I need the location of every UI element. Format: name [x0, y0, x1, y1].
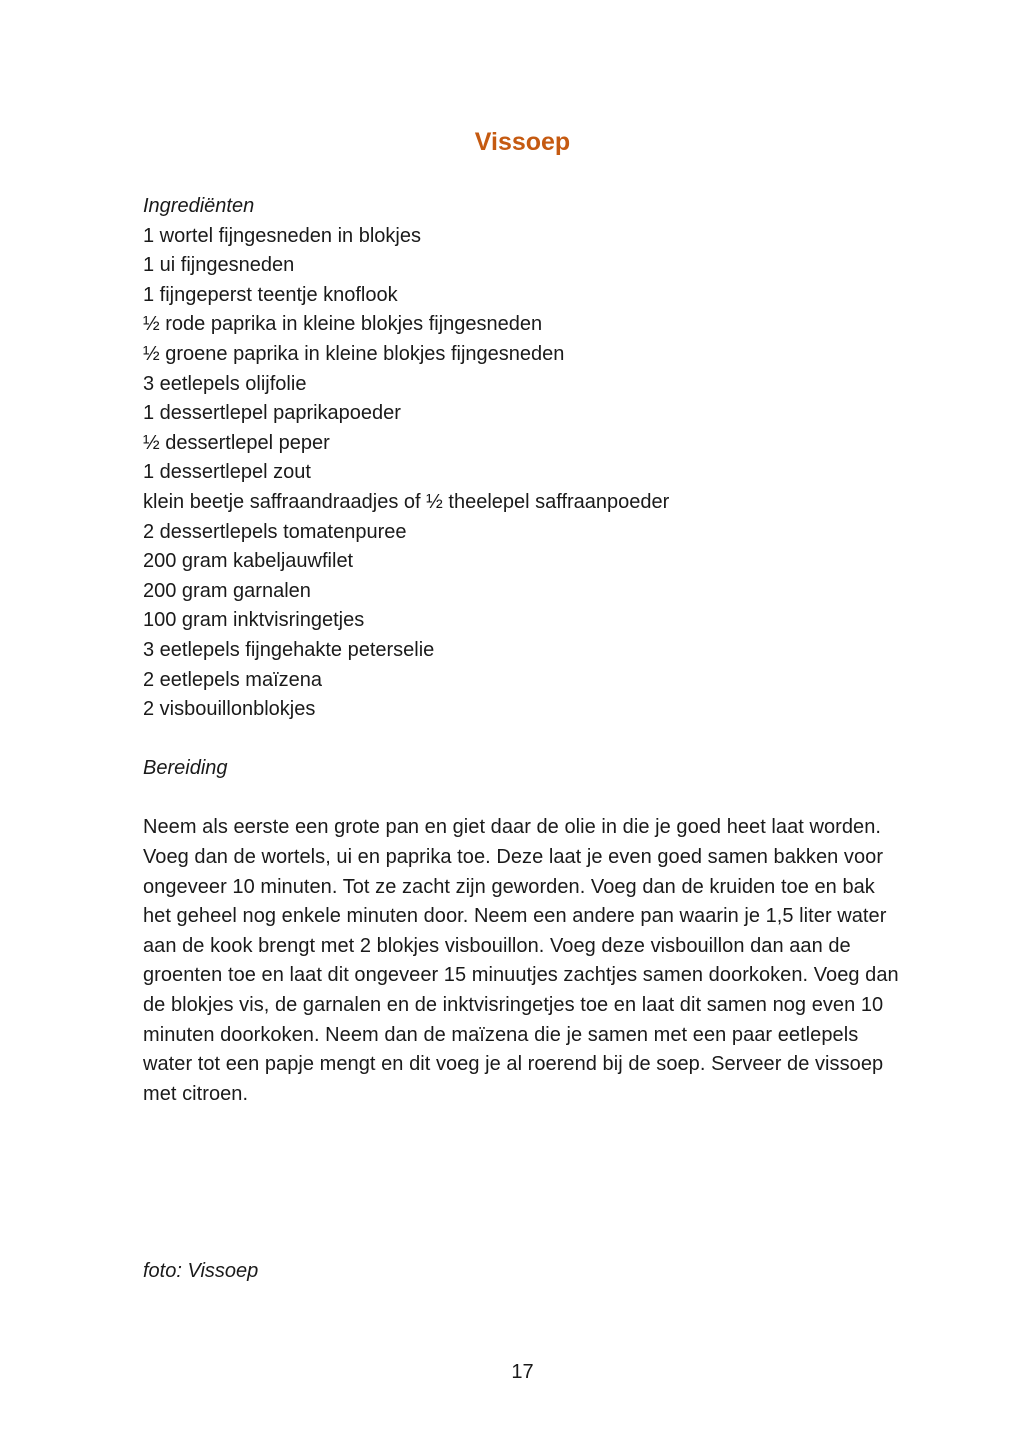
ingredient-item: 1 ui fijngesneden	[143, 254, 295, 277]
photo-caption: foto: Vissoep	[143, 1260, 259, 1282]
ingredient-item: 2 dessertlepels tomatenpuree	[143, 520, 407, 543]
recipe-title: Vissoep	[474, 128, 571, 156]
ingredient-item: ½ dessertlepel peper	[143, 431, 330, 454]
recipe-content	[143, 192, 913, 1109]
ingredient-item: 100 gram inktvisringetjes	[143, 609, 365, 632]
ingredient-item: ½ groene paprika in kleine blokjes fijngesneden	[143, 342, 565, 365]
ingredients-list	[143, 222, 913, 725]
ingredient-item: 200 gram garnalen	[143, 579, 311, 602]
ingredient-item: 200 gram kabeljauwfilet	[143, 550, 354, 573]
ingredient-item: 2 visbouillonblokjes	[143, 698, 316, 721]
ingredient-item: 3 eetlepels olijfolie	[143, 372, 307, 395]
ingredient-item: ½ rode paprika in kleine blokjes fijngesneden	[143, 313, 543, 336]
page-number: 17	[511, 1361, 534, 1383]
ingredient-item: 1 wortel fijngesneden in blokjes	[143, 224, 421, 247]
preparation-paragraph: Neem als eerste een grote pan en giet daar de olie in die je goed heet laat worden. Voeg dan de wortels, ui en paprika toe. Deze laat je even goed samen bakken voor ongeveer 10 minuten. Tot ze zacht zijn geworden. Voeg dan de kruiden toe en bak het geheel nog enkele minuten door. Neem een andere pan waarin je 1,5 liter water aan de kook brengt met 2 blokjes visbouillon. Voeg deze visbouillon dan aan de groenten toe en laat dit ongeveer 15 minuutjes zachtjes samen doorkoken. Voeg dan de blokjes vis, de garnalen en de inktvisringetjes toe en laat dit samen nog even 10 minuten doorkoken. Neem dan de maïzena die je samen met een paar eetlepels water tot een papje mengt en dit voeg je al roerend bij de soep. Serveer de vissoep met citroen.	[143, 816, 899, 1105]
ingredient-item: klein beetje saffraandraadjes of ½ theelepel saffraanpoeder	[143, 490, 670, 513]
ingredient-item: 2 eetlepels maïzena	[143, 668, 323, 691]
ingredients-heading: Ingrediënten	[143, 195, 255, 217]
ingredient-item: 3 eetlepels fijngehakte peterselie	[143, 638, 435, 661]
preparation-heading: Bereiding	[143, 757, 228, 780]
ingredient-item: 1 dessertlepel paprikapoeder	[143, 402, 401, 425]
ingredient-item: 1 dessertlepel zout	[143, 461, 311, 484]
ingredient-item: 1 fijngeperst teentje knoflook	[143, 283, 398, 306]
